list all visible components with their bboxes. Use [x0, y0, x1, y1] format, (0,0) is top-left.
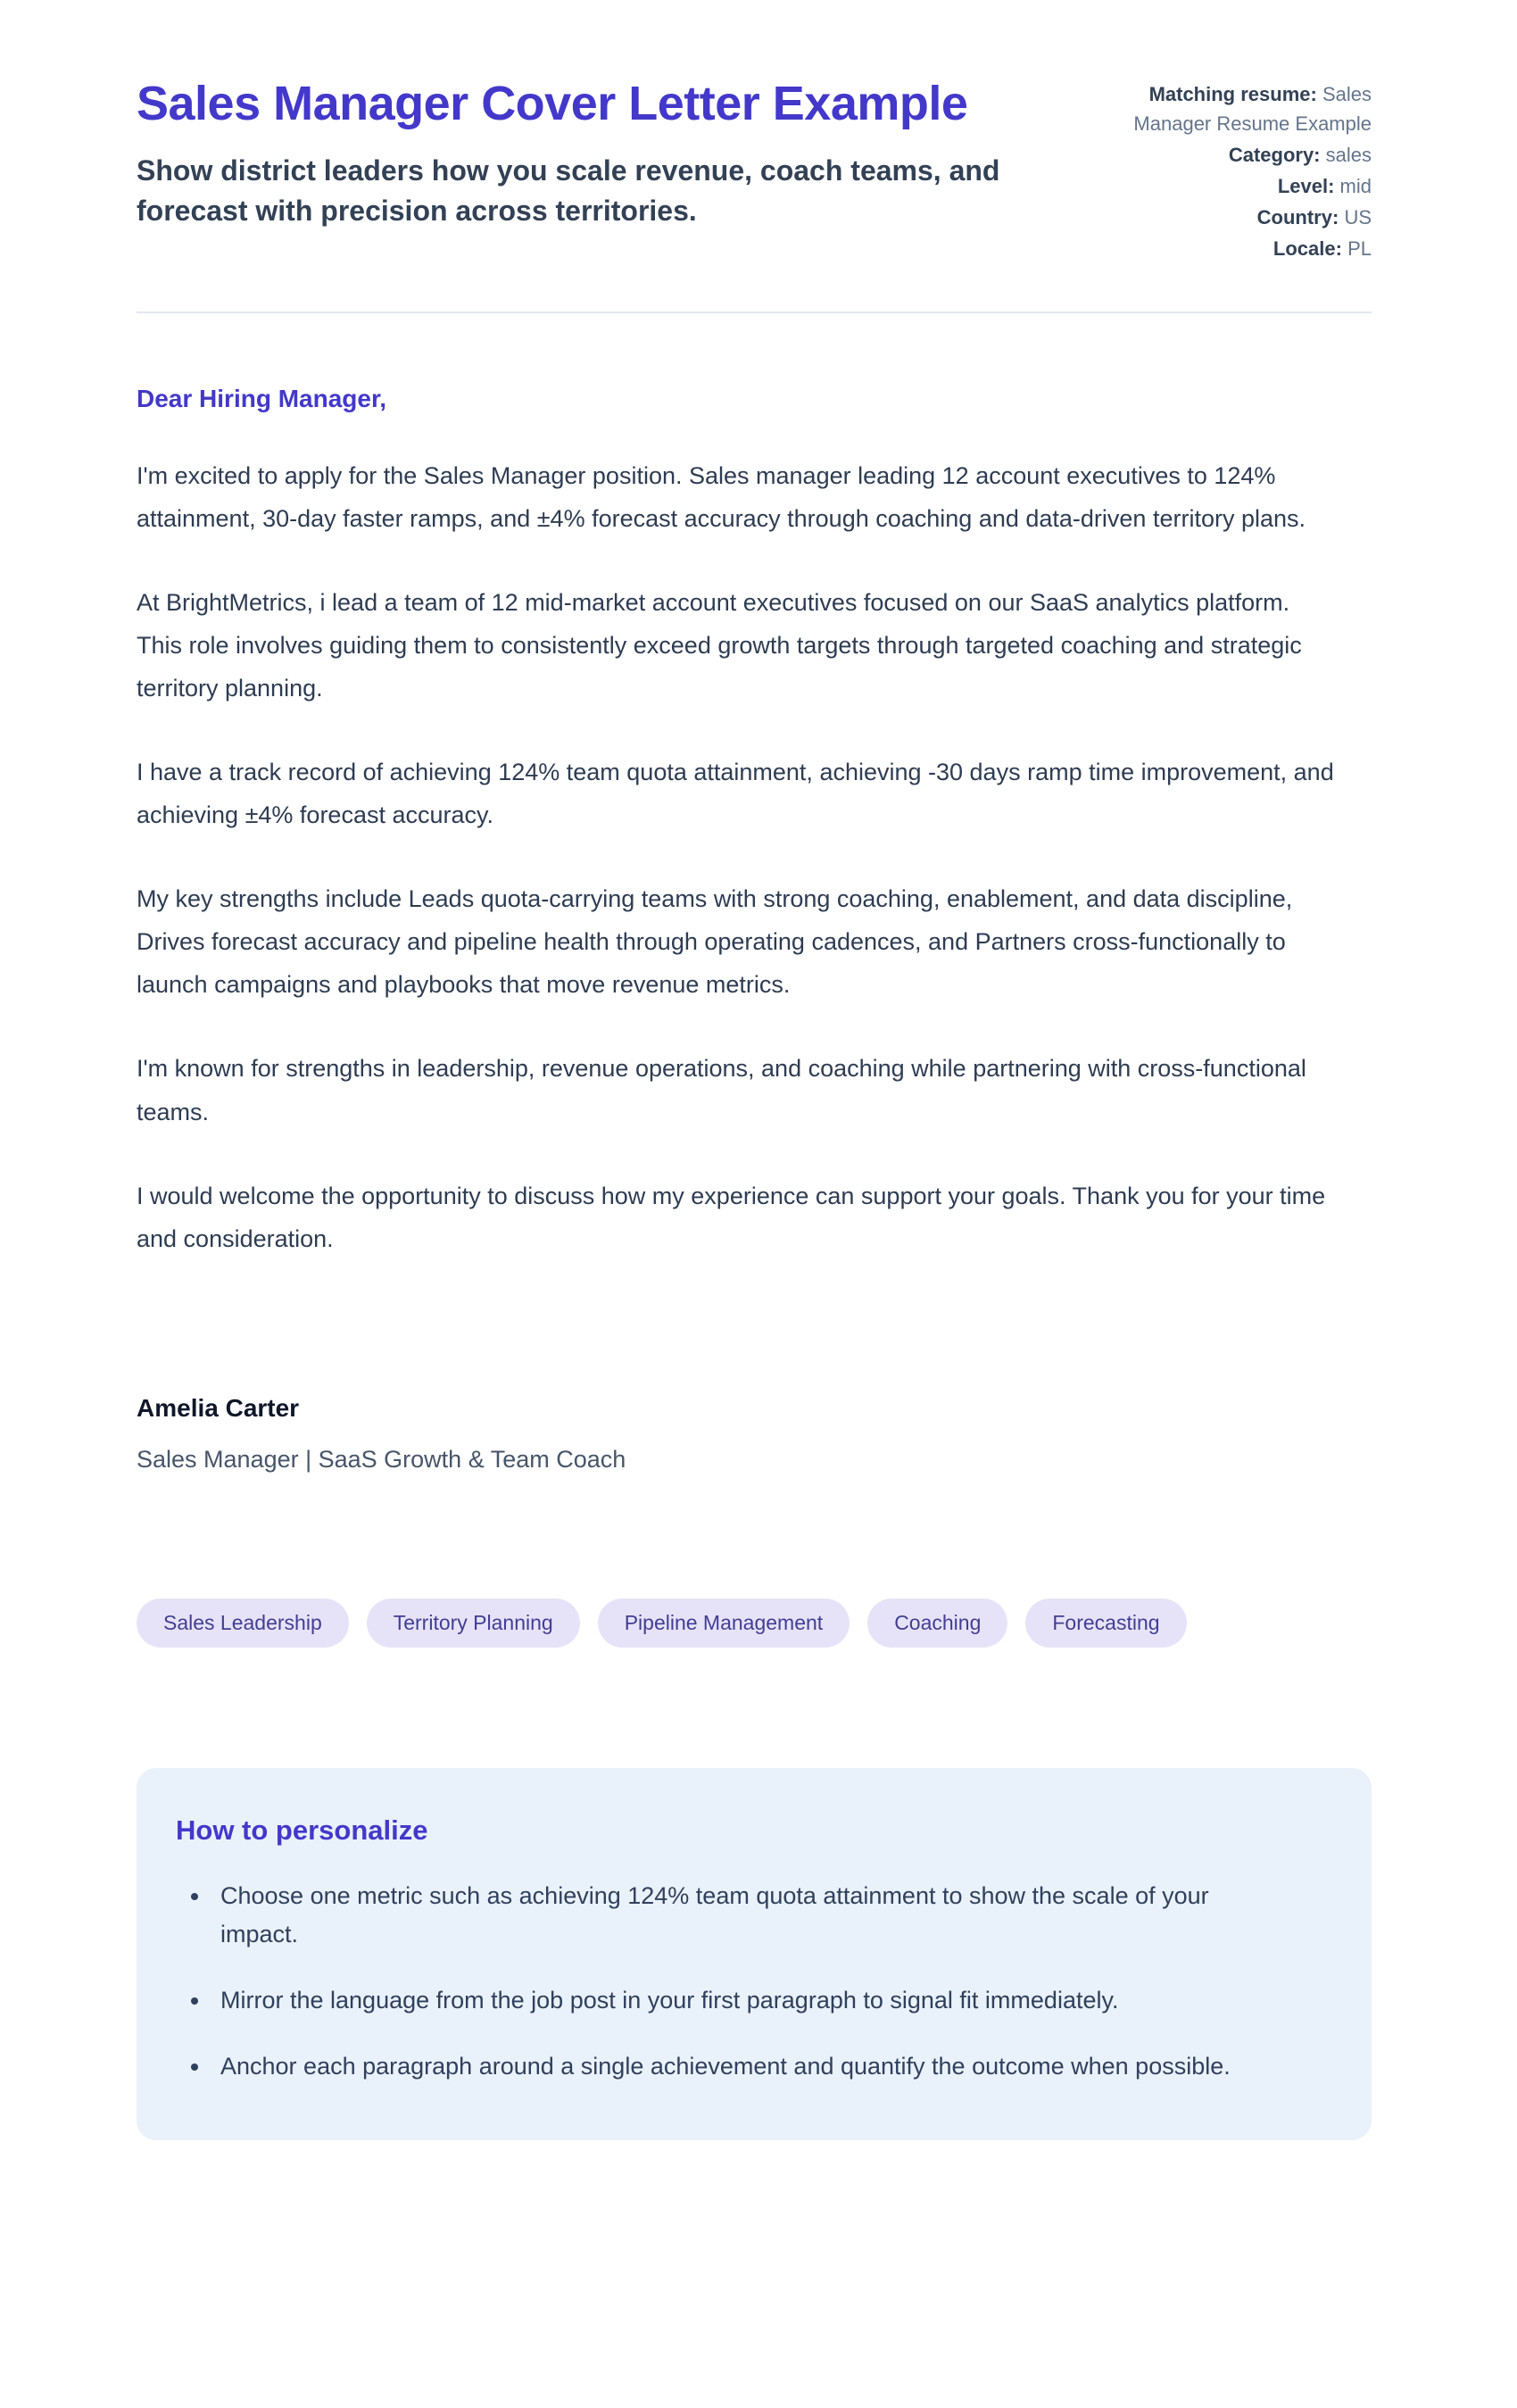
meta-label: Level:	[1277, 175, 1335, 197]
signature-title: Sales Manager | SaaS Growth & Team Coach	[137, 1445, 626, 1473]
meta-value: sales	[1325, 144, 1372, 166]
letter-paragraph: My key strengths include Leads quota-carrying teams with strong coaching, enablement, and data discipline, Drives forecast accuracy and pipeline health through operating cadences, and Partners cross-functionally to launch campaigns and playbooks that move revenue metrics.	[137, 885, 1293, 999]
meta-value: Sales Manager Resume Example	[1133, 83, 1372, 135]
meta-row-matching-resume	[1104, 79, 1372, 138]
header-divider	[137, 311, 1372, 313]
tag-pill-territory-planning[interactable]: Territory Planning	[367, 1598, 580, 1648]
meta-label: Category:	[1228, 144, 1321, 166]
tag-pill-sales-leadership[interactable]: Sales Leadership	[137, 1598, 349, 1648]
page-title: Sales Manager Cover Letter Example	[137, 77, 968, 130]
letter-body	[137, 385, 1372, 2140]
personalize-bullet: • Anchor each paragraph around a single achievement and quantify the outcome when possible.	[211, 2047, 1282, 2087]
meta-row-category	[1104, 140, 1372, 170]
meta-row-level	[1104, 171, 1372, 201]
page-subtitle: Show district leaders how you scale revenue, coach teams, and forecast with precision across territories.	[137, 154, 1000, 227]
header-titles	[137, 76, 1007, 230]
personalize-heading: How to personalize	[176, 1814, 428, 1846]
meta-label: Locale:	[1272, 237, 1342, 260]
letter-paragraph: At BrightMetrics, i lead a team of 12 mid-market account executives focused on our SaaS analytics platform. This role involves guiding them to consistently exceed growth targets through targeted coaching and strategic territory planning.	[137, 589, 1302, 702]
meta-value: US	[1344, 206, 1372, 228]
meta-row-country	[1104, 203, 1372, 232]
letter-paragraph: I'm known for strengths in leadership, revenue operations, and coaching while partnering with cross-functional teams.	[137, 1055, 1306, 1125]
personalize-bullet: • Mirror the language from the job post in your first paragraph to signal fit immediately.	[211, 1981, 1282, 2021]
salutation: Dear Hiring Manager,	[137, 385, 387, 412]
personalize-list	[176, 1877, 1318, 2087]
tag-list	[137, 1598, 1372, 1648]
tag-pill-coaching[interactable]: Coaching	[867, 1598, 1007, 1648]
meta-value: PL	[1347, 237, 1372, 260]
meta-label: Country:	[1256, 206, 1339, 228]
personalize-bullet: • Choose one metric such as achieving 124% team quota attainment to show the scale of your impact.	[211, 1877, 1282, 1955]
personalize-box	[137, 1768, 1372, 2140]
meta-value: mid	[1339, 175, 1372, 197]
letter-paragraph: I have a track record of achieving 124% team quota attainment, achieving -30 days ramp time improvement, and achieving ±4% forecast accuracy.	[137, 759, 1334, 829]
signature-name: Amelia Carter	[137, 1393, 300, 1422]
header	[137, 76, 1372, 265]
meta-row-locale	[1104, 234, 1372, 263]
meta-panel	[1104, 76, 1372, 265]
meta-label: Matching resume:	[1148, 83, 1317, 105]
tag-pill-pipeline-management[interactable]: Pipeline Management	[598, 1598, 850, 1648]
tag-pill-forecasting[interactable]: Forecasting	[1025, 1598, 1186, 1648]
letter-paragraph: I would welcome the opportunity to discuss how my experience can support your goals. Thank you for your time and consideration.	[137, 1182, 1326, 1252]
letter-paragraph: I'm excited to apply for the Sales Manager position. Sales manager leading 12 account executives to 124% attainment, 30-day faster ramps, and ±4% forecast accuracy through coaching and data-driven territory plans.	[137, 462, 1306, 533]
